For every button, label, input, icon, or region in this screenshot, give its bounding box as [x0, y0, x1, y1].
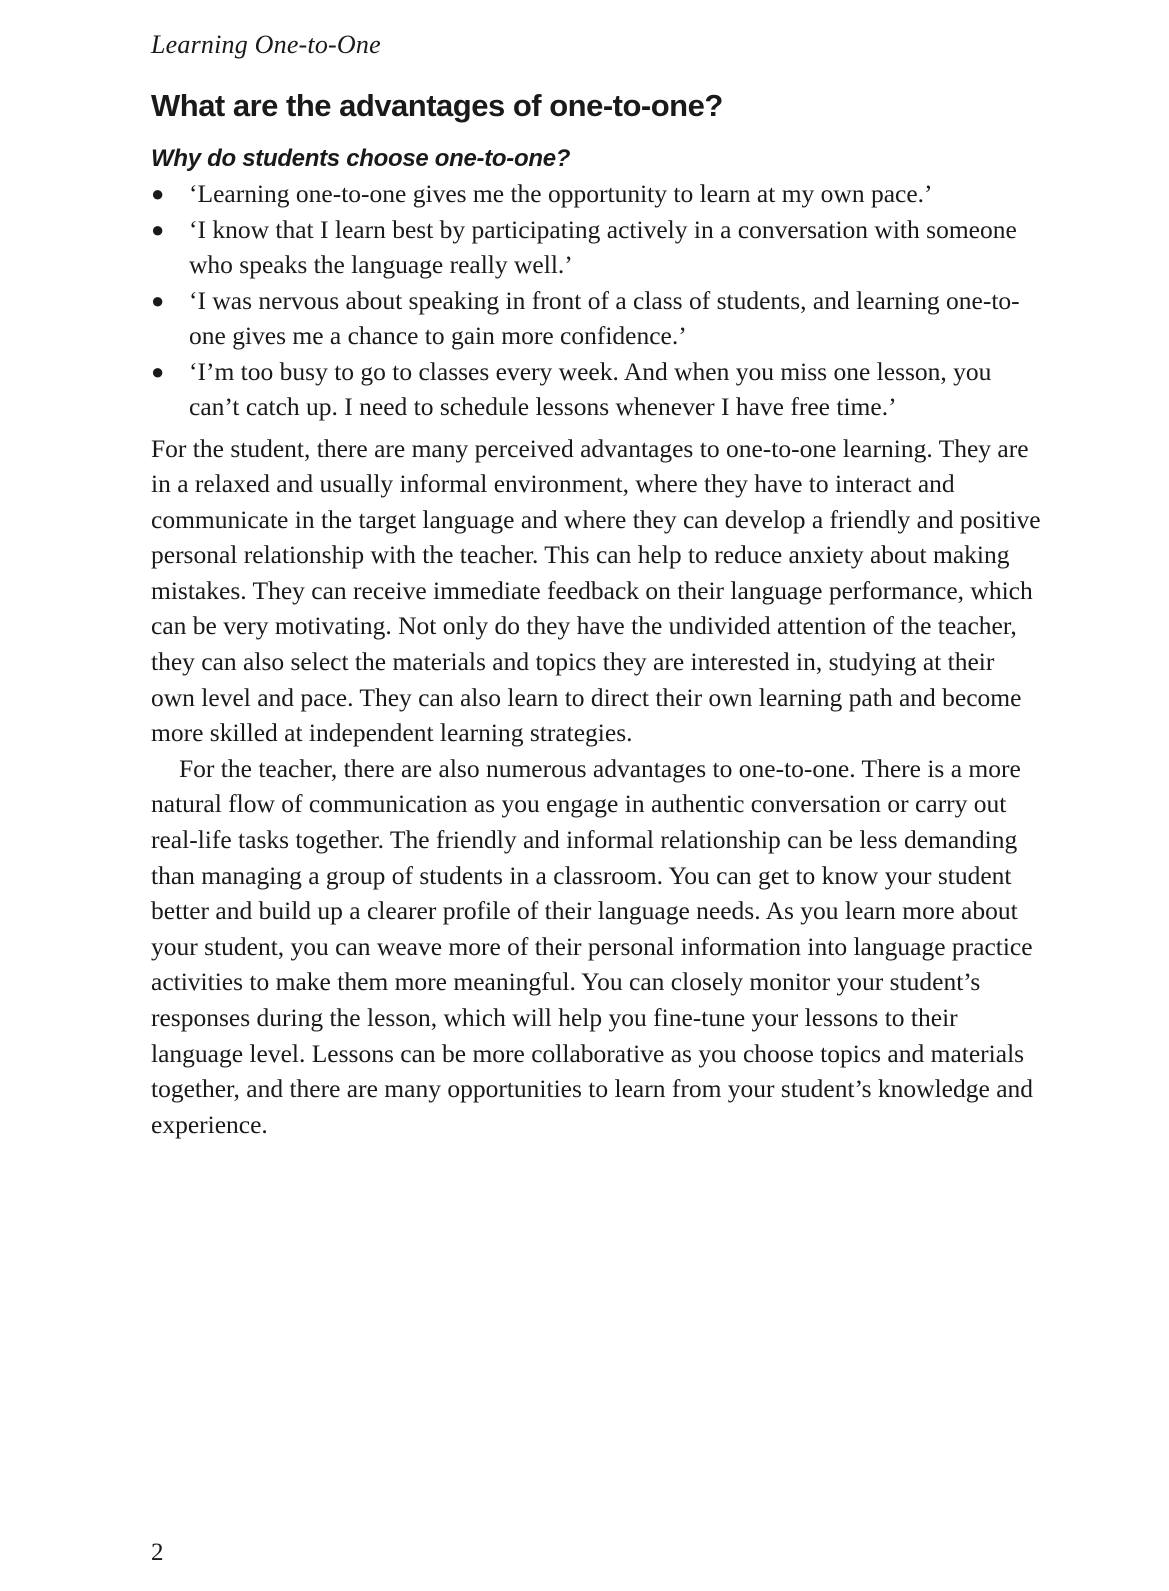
bullet-icon: ●: [151, 216, 165, 242]
bullet-icon: ●: [151, 358, 165, 384]
quote-text: ‘I know that I learn best by participating actively in a conversation with someone who speaks the language really well.’: [189, 214, 1017, 279]
page-number: 2: [151, 1539, 164, 1566]
quote-text: ‘I’m too busy to go to classes every week. And when you miss one lesson, you can’t catch up. I need to schedule lessons whenever I have free time.’: [189, 356, 992, 421]
body-paragraph-student: For the student, there are many perceived advantages to one-to-one learning. They are in a relaxed and usually informal environment, where they have to interact and communicate in the target language and where they can develop a friendly and positive personal relationship with the teacher. This can help to reduce anxiety about making mistakes. They can receive immediate feedback on their language performance, which can be very motivating. Not only do they have the undivided attention of the teacher, they can also select the materials and topics they are interested in, studying at their own level and pace. They can also learn to direct their own learning path and become more skilled at independent learning strategies.: [151, 433, 1041, 748]
student-quotes-list: [151, 176, 1041, 425]
quote-text: ‘I was nervous about speaking in front of a class of students, and learning one-to-one gives me a chance to gain more confidence.’: [189, 285, 1020, 350]
list-item: [151, 354, 1041, 425]
body-paragraph-teacher: For the teacher, there are also numerous advantages to one-to-one. There is a more natural flow of communication as you engage in authentic conversation or carry out real-life tasks together. The friendly and informal relationship can be less demanding than managing a group of students in a classroom. You can get to know your student better and build up a clearer profile of their language needs. As you learn more about your student, you can weave more of their personal information into language practice activities to make them more meaningful. You can closely monitor your student’s responses during the lesson, which will help you fine-tune your lessons to their language level. Lessons can be more collaborative as you choose topics and materials together, and there are many opportunities to learn from your student’s knowledge and experience.: [151, 753, 1034, 1139]
bullet-icon: ●: [151, 181, 165, 206]
quote-text: ‘Learning one-to-one gives me the opportunity to learn at my own pace.’: [189, 179, 933, 208]
bullet-icon: ●: [151, 287, 165, 313]
running-head: Learning One-to-One: [151, 30, 381, 59]
subsection-title: Why do students choose one-to-one?: [151, 145, 571, 172]
list-item: [151, 176, 1041, 212]
list-item: [151, 212, 1041, 283]
section-title: What are the advantages of one-to-one?: [151, 88, 723, 123]
list-item: [151, 283, 1041, 354]
page-content: [151, 84, 1041, 1142]
